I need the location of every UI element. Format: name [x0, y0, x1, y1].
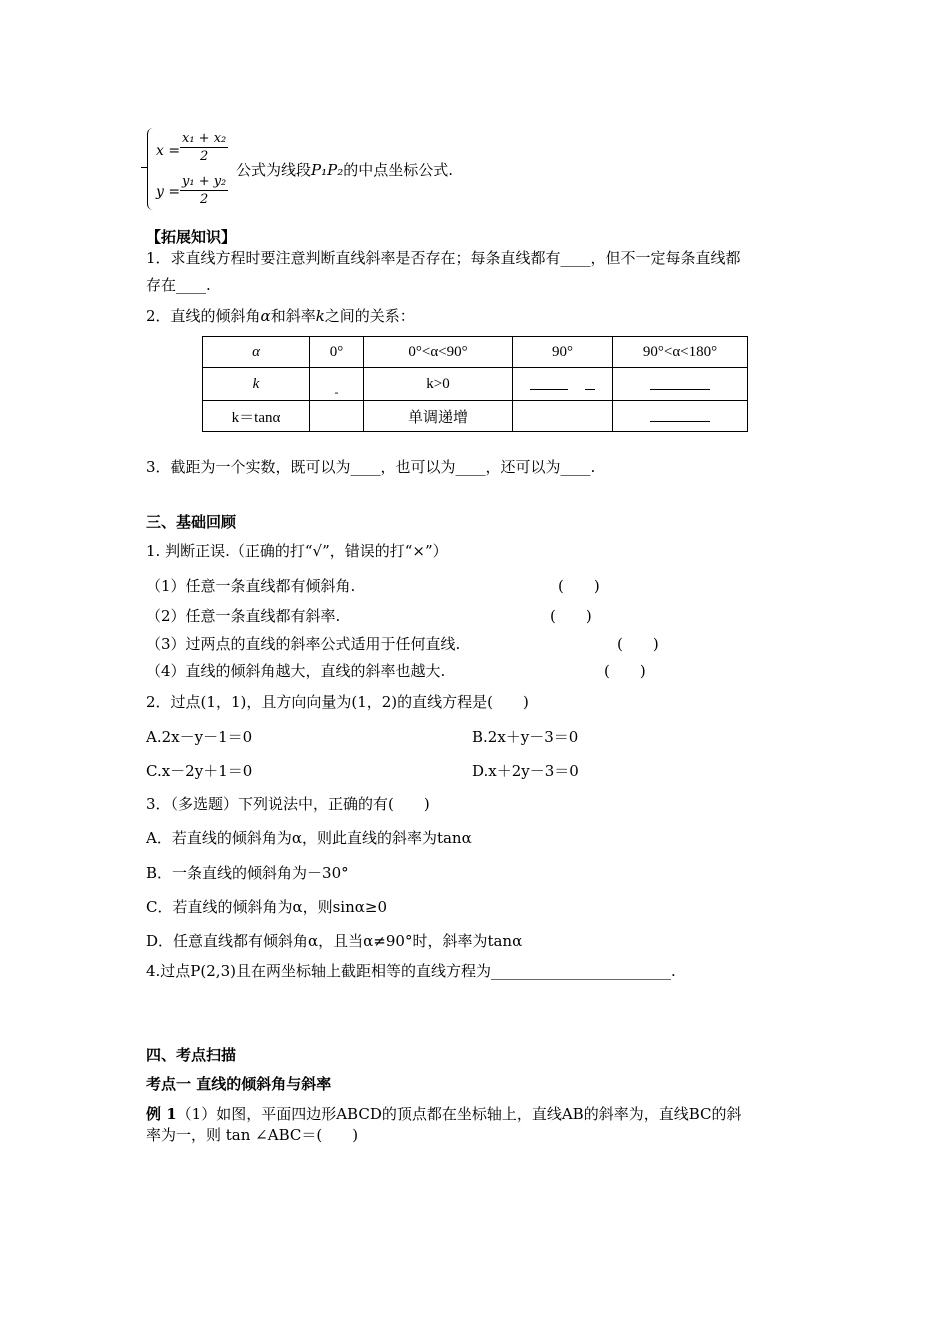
table-cell: k [203, 368, 310, 401]
caption-pre: 公式为线段 [236, 161, 312, 179]
example-1-line1 [146, 1105, 742, 1123]
q1-item-2-paren[interactable]: ( ) [550, 607, 592, 625]
y-numerator: y₁ + y₂ [182, 174, 227, 189]
table-cell [310, 401, 364, 432]
x-numerator: x₁ + x₂ [182, 131, 227, 146]
q1-item-3: （3）过两点的直线的斜率公式适用于任何直线. [146, 635, 461, 653]
table-row [203, 401, 748, 432]
blank-line[interactable] [650, 407, 710, 422]
blank-line[interactable] [585, 375, 595, 390]
table-cell [613, 401, 748, 432]
x-lhs: x = [156, 143, 181, 159]
q1-item-4-paren[interactable]: ( ) [604, 662, 646, 680]
midpoint-caption [236, 161, 453, 179]
review-q2: 2．过点(1，1)，且方向向量为(1，2)的直线方程是( ) [146, 693, 529, 711]
scan-heading: 四、考点扫描 [146, 1046, 237, 1064]
table-cell: 90° [513, 337, 613, 368]
y-fraction [180, 174, 228, 207]
table-cell [513, 401, 613, 432]
q1-item-2: （2）任意一条直线都有斜率. [146, 607, 341, 625]
q3-option-a[interactable]: A．若直线的倾斜角为α，则此直线的斜率为tanα [146, 829, 472, 847]
blank-line[interactable] [650, 375, 710, 390]
table-cell: k>0 [364, 368, 513, 401]
item2-alpha: α [260, 307, 271, 325]
q1-item-1: （1）任意一条直线都有倾斜角. [146, 577, 356, 595]
item2-pre: 2．直线的倾斜角 [146, 307, 261, 325]
review-q1: 1. 判断正误.（正确的打“√”，错误的打“×”） [146, 542, 448, 560]
q2-option-d[interactable]: D.x＋2y－3＝0 [472, 762, 579, 780]
q3-option-b[interactable]: B．一条直线的倾斜角为－30° [146, 864, 349, 882]
x-fraction [180, 131, 228, 164]
table-cell: α [203, 337, 310, 368]
table-row [203, 368, 748, 401]
example-1-line2: 率为一，则 tan ∠ABC＝( ) [146, 1126, 359, 1144]
caption-post: 的中点坐标公式. [343, 161, 454, 179]
x-denominator: 2 [199, 149, 209, 164]
y-lhs: y = [156, 184, 181, 200]
q1-item-4: （4）直线的倾斜角越大，直线的斜率也越大. [146, 662, 446, 680]
angle-slope-table [202, 336, 748, 432]
table-cell: 0°<α<90° [364, 337, 513, 368]
review-heading: 三、基础回顾 [146, 513, 237, 531]
blank-line[interactable] [530, 375, 568, 390]
extension-item2 [146, 307, 415, 325]
extension-item1-line1: 1．求直线方程时要注意判断直线斜率是否存在；每条直线都有____，但不一定每条直线都 [146, 249, 741, 267]
q1-item-3-paren[interactable]: ( ) [617, 635, 659, 653]
q2-option-c[interactable]: C.x－2y＋1＝0 [146, 762, 253, 780]
table-cell: k＝tanα [203, 401, 310, 432]
q1-item-1-paren[interactable]: ( ) [558, 577, 600, 595]
item2-mid: 和斜率 [270, 307, 316, 325]
table-cell [613, 368, 748, 401]
extension-heading: 【拓展知识】 [146, 228, 237, 246]
left-brace-icon [147, 128, 154, 210]
caption-var: P₁P₂ [311, 161, 344, 179]
scan-subheading: 考点一 直线的倾斜角与斜率 [146, 1075, 332, 1093]
q2-option-b[interactable]: B.2x＋y－3＝0 [472, 728, 579, 746]
item2-post: 之间的关系： [324, 307, 415, 325]
example-label: 例 1 [146, 1105, 177, 1123]
extension-item3: 3．截距为一个实数，既可以为____，也可以为____，还可以为____. [146, 458, 596, 476]
extension-item1-line2: 存在____. [146, 276, 211, 294]
table-row [203, 337, 748, 368]
q3-option-d[interactable]: D．任意直线都有倾斜角α，且当α≠90°时，斜率为tanα [146, 932, 523, 950]
table-cell [513, 368, 613, 401]
example-text: （1）如图，平面四边形ABCD的顶点都在坐标轴上，直线AB的斜率为，直线BC的斜 [176, 1105, 742, 1123]
review-q3: 3．（多选题）下列说法中，正确的有( ) [146, 795, 430, 813]
table-cell: 单调递增 [364, 401, 513, 432]
table-cell: - [310, 368, 364, 401]
table-cell: 90°<α<180° [613, 337, 748, 368]
review-q4: 4.过点P(2,3)且在两坐标轴上截距相等的直线方程为________________________. [146, 962, 676, 980]
item2-k: k [315, 307, 325, 325]
q3-option-c[interactable]: C．若直线的倾斜角为α，则sinα≥0 [146, 898, 388, 916]
y-denominator: 2 [200, 192, 209, 207]
q2-option-a[interactable]: A.2x－y－1＝0 [146, 728, 253, 746]
table-cell: 0° [310, 337, 364, 368]
